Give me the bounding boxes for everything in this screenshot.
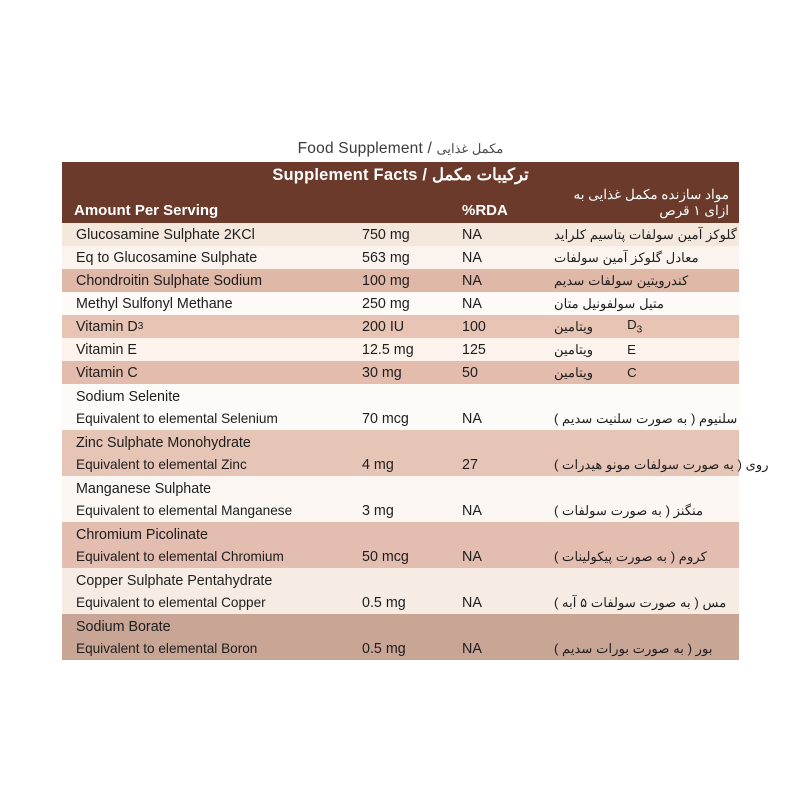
- ingredient-name-line2: Equivalent to elemental Boron: [76, 641, 258, 656]
- ingredient-name: Eq to Glucosamine Sulphate: [76, 249, 258, 266]
- ingredient-rda: NA: [462, 641, 482, 657]
- food-supplement-line: [62, 140, 739, 162]
- ingredient-name: Chondroitin Sulphate Sodium: [76, 272, 262, 289]
- ingredient-name-fa: [554, 338, 739, 361]
- ingredient-name: [62, 522, 362, 568]
- ingredient-rda: NA: [462, 295, 482, 312]
- ingredient-name-line1: Manganese Sulphate: [76, 481, 212, 497]
- ingredient-rda: NA: [462, 595, 482, 611]
- vitamin-symbol: $D_3$: [627, 317, 643, 336]
- table-row: [62, 614, 739, 660]
- ingredient-rda: NA: [462, 249, 482, 266]
- facts-header: [62, 162, 739, 223]
- ingredient-amount: 0.5 mg: [362, 641, 406, 657]
- table-row: [62, 292, 739, 315]
- ingredient-name: [62, 430, 362, 476]
- ingredient-name: [62, 568, 362, 614]
- ingredient-rda: NA: [462, 549, 482, 565]
- ingredient-rda: NA: [462, 226, 482, 243]
- ingredient-name-fa: کندرویتین سولفات سدیم: [554, 272, 689, 288]
- ingredient-amount: 30 mg: [362, 364, 402, 381]
- ingredient-rda: 50: [462, 364, 478, 381]
- ingredient-name-line2: Equivalent to elemental Zinc: [76, 457, 247, 472]
- ingredient-name-fa: بور ( به صورت بورات سدیم ): [554, 641, 713, 656]
- ingredient-name-line2: Equivalent to elemental Chromium: [76, 549, 284, 564]
- ingredient-name: [62, 614, 362, 660]
- ingredient-rda: 100: [462, 318, 486, 335]
- ingredient-name: [62, 476, 362, 522]
- ingredient-name: Glucosamine Sulphate 2KCl: [76, 226, 255, 243]
- ingredient-name-line1: Zinc Sulphate Monohydrate: [76, 435, 251, 451]
- vitamin-symbol: C: [627, 365, 637, 380]
- ingredient-rows: [62, 223, 769, 660]
- supplement-facts-label: [62, 140, 769, 660]
- column-header-rda: %RDA: [462, 202, 508, 219]
- table-row: [62, 361, 739, 384]
- ingredient-rda: 125: [462, 341, 486, 358]
- food-supplement-label-en: Food Supplement /: [297, 140, 433, 157]
- ingredient-amount: 0.5 mg: [362, 595, 406, 611]
- table-row: [62, 384, 739, 430]
- table-row: [62, 315, 739, 338]
- ingredient-name-line2: Equivalent to elemental Manganese: [76, 503, 293, 518]
- ingredient-name: Vitamin D 3: [76, 318, 144, 335]
- ingredient-amount: 750 mg: [362, 226, 410, 243]
- ingredient-amount: 50 mcg: [362, 549, 409, 565]
- table-row: [62, 568, 739, 614]
- food-supplement-label-fa: مکمل غذایی: [436, 141, 504, 156]
- ingredient-rda: 27: [462, 457, 478, 473]
- table-row: [62, 430, 769, 476]
- table-row: [62, 338, 739, 361]
- column-header-amount-per-serving: Amount Per Serving: [74, 202, 219, 219]
- ingredient-name: Vitamin E: [76, 341, 137, 358]
- ingredient-name-fa: کروم ( به صورت پیکولینات ): [554, 549, 707, 564]
- facts-column-headers: [62, 186, 739, 221]
- ingredient-rda: NA: [462, 272, 482, 289]
- ingredient-rda: NA: [462, 411, 482, 427]
- ingredient-name-line2: Equivalent to elemental Selenium: [76, 411, 278, 426]
- ingredient-name-line2: Equivalent to elemental Copper: [76, 595, 266, 610]
- ingredient-name: [62, 384, 362, 430]
- ingredient-amount: 200 IU: [362, 318, 405, 335]
- ingredient-name-line1: Copper Sulphate Pentahydrate: [76, 573, 273, 589]
- ingredient-name-line1: Chromium Picolinate: [76, 527, 208, 543]
- ingredient-name-line1: Sodium Selenite: [76, 389, 181, 405]
- ingredient-fa-text: ویتامین: [554, 318, 594, 334]
- ingredient-name-fa: روی ( به صورت سولفات مونو هیدرات ): [554, 457, 769, 472]
- ingredient-name: Vitamin C: [76, 364, 138, 381]
- table-row: [62, 246, 739, 269]
- ingredient-fa-text: ویتامین: [554, 364, 594, 380]
- ingredient-name-fa: [554, 315, 739, 338]
- ingredient-name-fa: گلوکز آمین سولفات پتاسیم کلراید: [554, 226, 738, 242]
- ingredient-name-line1: Sodium Borate: [76, 619, 171, 635]
- ingredient-amount: 563 mg: [362, 249, 410, 266]
- ingredient-name-fa: [554, 361, 739, 384]
- facts-title-fa: ترکیبات مکمل: [432, 166, 529, 184]
- table-row: [62, 269, 739, 292]
- table-row: [62, 522, 739, 568]
- ingredient-rda: NA: [462, 503, 482, 519]
- ingredient-name-fa: معادل گلوکز آمین سولفات: [554, 249, 699, 265]
- ingredient-amount: 100 mg: [362, 272, 410, 289]
- ingredient-name-fa: مس ( به صورت سولفات ۵ آبه ): [554, 595, 727, 610]
- vitamin-symbol: E: [627, 342, 636, 357]
- facts-title-en: Supplement Facts /: [272, 166, 428, 184]
- ingredient-name-fa: سلنیوم ( به صورت سلنیت سدیم ): [554, 411, 738, 426]
- ingredient-name-fa: منگنز ( به صورت سولفات ): [554, 503, 704, 518]
- facts-title: [62, 165, 739, 186]
- table-row: [62, 223, 739, 246]
- ingredient-amount: 12.5 mg: [362, 341, 414, 358]
- ingredient-name: Methyl Sulfonyl Methane: [76, 295, 233, 312]
- ingredient-fa-text: ویتامین: [554, 341, 594, 357]
- column-header-fa: مواد سازنده مکمل غذایی به ازای ۱ قرص: [573, 187, 729, 218]
- ingredient-amount: 4 mg: [362, 457, 394, 473]
- ingredient-amount: 250 mg: [362, 295, 410, 312]
- ingredient-amount: 3 mg: [362, 503, 394, 519]
- ingredient-amount: 70 mcg: [362, 411, 409, 427]
- ingredient-name-fa: متیل سولفونیل متان: [554, 295, 665, 311]
- table-row: [62, 476, 739, 522]
